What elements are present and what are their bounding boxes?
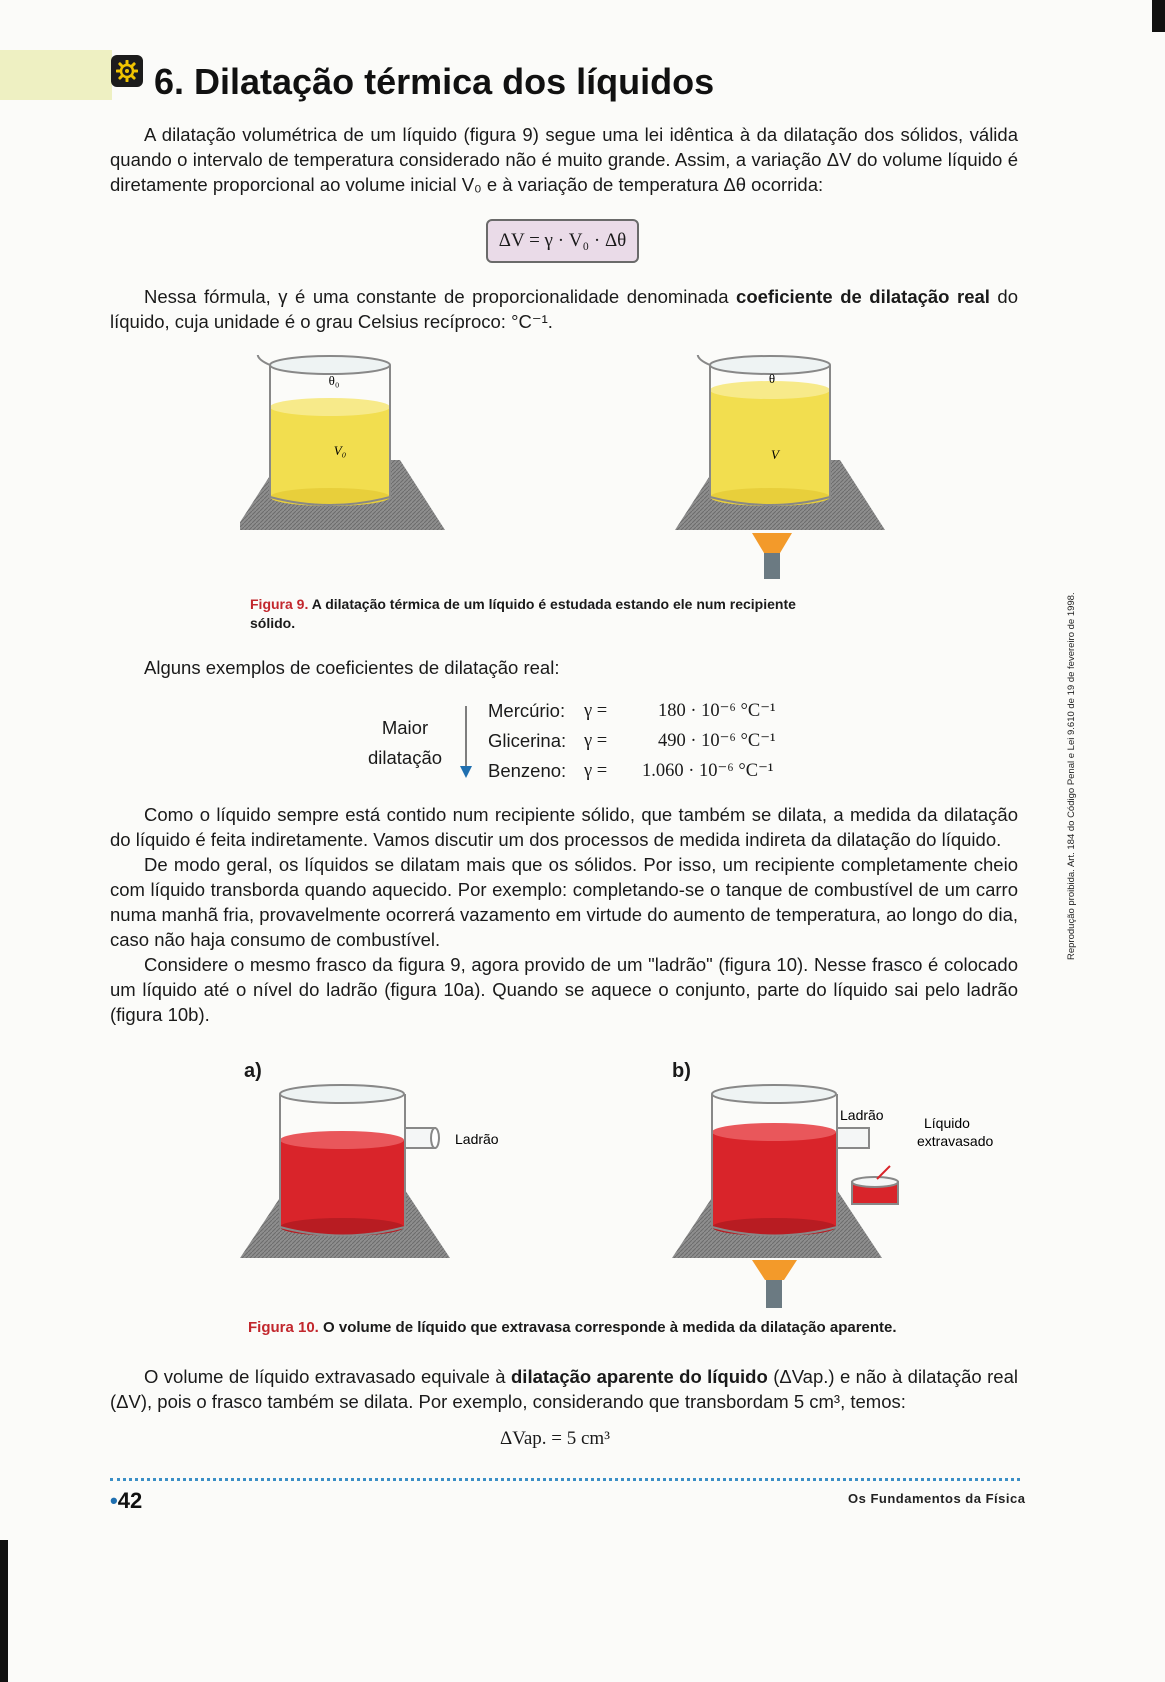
- section-icon: [111, 55, 143, 87]
- figure-10-caption-text: O volume de líquido que extravasa corresponde à medida da dilatação aparente.: [323, 1319, 897, 1336]
- label-v: V: [771, 447, 779, 462]
- paragraph-2-start: Nessa fórmula, γ é uma constante de proporcionalidade denominada: [144, 286, 737, 307]
- beaker-initial: [240, 355, 445, 530]
- figure-10: [240, 1080, 1020, 1315]
- paragraph-2-end: do líquido, cuja unidade é o grau Celsius recíproco: °C⁻¹.: [110, 286, 1019, 332]
- liquid-heated: [710, 390, 830, 497]
- label-theta: θ: [768, 371, 776, 386]
- figure-10b-label: b): [672, 1060, 691, 1082]
- beaker-heated: [675, 355, 885, 579]
- paragraph-1: [110, 122, 1018, 197]
- page-number-text: 42: [117, 1488, 143, 1513]
- figure-9-caption: [250, 595, 830, 633]
- footer-divider: [110, 1478, 1020, 1481]
- gear-icon: [116, 60, 138, 82]
- figure-10-label: Figura 10.: [248, 1319, 319, 1336]
- flame-right: [752, 533, 792, 553]
- figure-9-label: Figura 9.: [250, 596, 309, 612]
- greater-expansion-label: [365, 713, 445, 773]
- paragraph-3-text: Como o líquido sempre está contido num recipiente sólido, que também se dilata, a medida da dilatação do líquido é feita indiretamente. Vamos discutir um dos processos de medida indireta da dilatação do líquido.: [110, 804, 1018, 850]
- liquid-b: [712, 1132, 837, 1227]
- book-title: Os Fundamentos da Física: [848, 1491, 1026, 1506]
- burner-b: [766, 1280, 782, 1308]
- coefficient-row: Benzeno: γ = 1.060 · 10⁻⁶ °C⁻¹: [488, 760, 774, 781]
- overflow-label-line-1: Líquido: [924, 1115, 970, 1131]
- paragraph-5-text: Considere o mesmo frasco da figura 9, agora provido de um "ladrão" (figura 10). Nesse frasco é colocado um líquido até o nível do ladrão (figura 10a). Quando se aquece o conjunto, parte do líquido sai pelo ladrão (figura 10b).: [110, 954, 1018, 1025]
- paragraph-6-start: O volume de líquido extravasado equivale à: [144, 1366, 511, 1387]
- scan-edge-bottom: [0, 1540, 8, 1682]
- paragraph-5: [110, 952, 1018, 1027]
- final-formula: ΔVap. = 5 cm³: [500, 1428, 610, 1449]
- copyright-notice: [1066, 560, 1082, 960]
- section-title: 6. Dilatação térmica dos líquidos: [154, 61, 715, 102]
- flame-b: [752, 1260, 797, 1280]
- figure-9-caption-text: A dilatação térmica de um líquido é estudada estando ele num recipiente sólido.: [250, 596, 796, 631]
- paragraph-6-end: (ΔVap.) e não à dilatação real (ΔV), pois o frasco também se dilata. Por exemplo, considerando que transbordam 5 cm³, temos:: [110, 1366, 1018, 1412]
- examples-intro: Alguns exemplos de coeficientes de dilatação real:: [144, 657, 560, 678]
- header-tint: [0, 50, 112, 100]
- paragraph-6: [110, 1364, 1018, 1414]
- burner-right: [764, 553, 780, 579]
- overflow-spout-b: [837, 1128, 869, 1148]
- copyright-notice-text: Reprodução proibida. Art. 184 do Código Penal e Lei 9.610 de 19 de fevereiro de 1998.: [1066, 592, 1077, 960]
- overflow-label-line-2: extravasado: [917, 1133, 994, 1149]
- paragraph-4: [110, 852, 1018, 952]
- ladrao-label-a: Ladrão: [455, 1131, 499, 1147]
- arrow-down-icon: [458, 704, 474, 780]
- greater-label-line-2: dilatação: [367, 747, 443, 768]
- page-number: •42: [110, 1488, 143, 1513]
- coefficient-term: coeficiente de dilatação real: [736, 286, 990, 307]
- label-theta0: θ₀: [328, 373, 340, 388]
- liquid-a: [280, 1140, 405, 1227]
- formula-box: ΔV = γ · V₀ · Δθ: [486, 219, 639, 263]
- liquid-initial: [270, 407, 390, 497]
- paragraph-3: [110, 802, 1018, 852]
- paragraph-2: [110, 284, 1018, 334]
- scan-edge-mark: [1152, 0, 1165, 32]
- figure-10a-label: a): [244, 1060, 262, 1082]
- greater-label-line-1: Maior: [381, 717, 429, 738]
- apparent-expansion-term: dilatação aparente do líquido: [511, 1366, 768, 1387]
- beaker-with-overflow-b: [672, 1085, 993, 1308]
- paragraph-4-text: De modo geral, os líquidos se dilatam mais que os sólidos. Por isso, um recipiente completamente cheio com líquido transborda quando aquecido. Por exemplo: completando-se o tanque de combustível de um carro numa manhã fria, provavelmente ocorrerá vazamento em virtude do aumento de temperatura, ao longo do dia, caso não haja consumo de combustível.: [110, 854, 1018, 950]
- figure-10-caption: [248, 1318, 897, 1337]
- coefficient-row: Mercúrio: γ = 180 · 10⁻⁶ °C⁻¹: [488, 700, 776, 721]
- ladrao-label-b: Ladrão: [840, 1107, 884, 1123]
- beaker-with-overflow-a: [240, 1085, 499, 1258]
- coefficient-list: [488, 696, 776, 786]
- coefficient-row: Glicerina: γ = 490 · 10⁻⁶ °C⁻¹: [488, 730, 776, 751]
- figure-9: [240, 355, 960, 590]
- paragraph-1-text: A dilatação volumétrica de um líquido (figura 9) segue uma lei idêntica à da dilatação dos sólidos, válida quando o intervalo de temperatura considerado não é muito grande. Assim, a variação ΔV do volume líquido é diretamente proporcional ao volume inicial V₀ e à variação de temperatura Δθ ocorrida:: [110, 124, 1018, 195]
- label-v0: V₀: [333, 443, 347, 458]
